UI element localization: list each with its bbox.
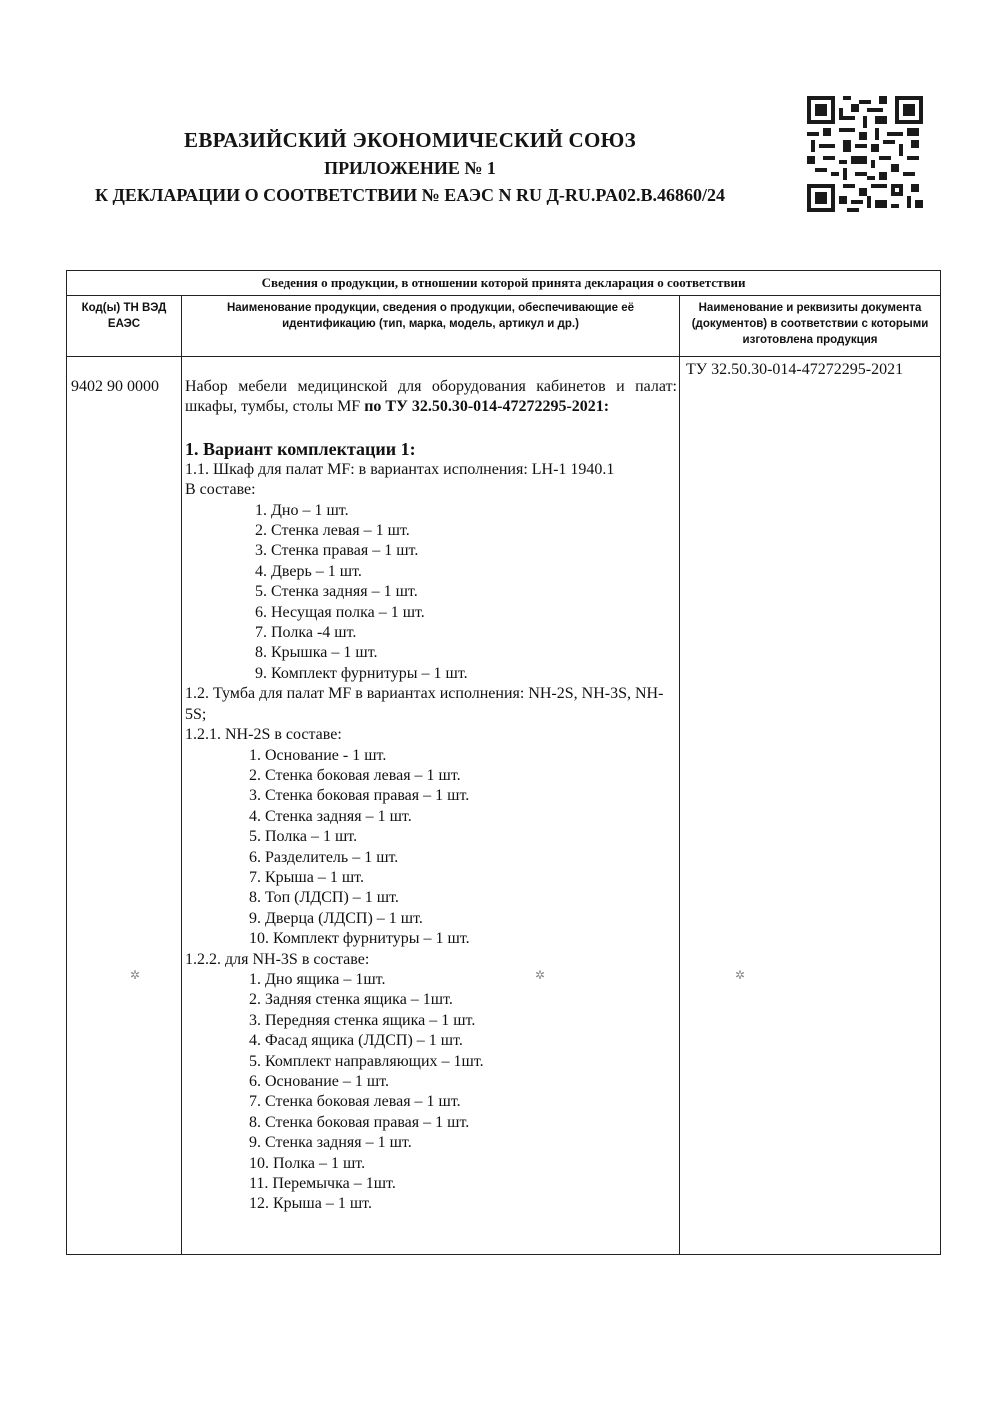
list-item: 4. Фасад ящика (ЛДСП) – 1 шт. [249, 1032, 463, 1050]
list-item: 8. Топ (ЛДСП) – 1 шт. [249, 889, 399, 907]
product-intro-spec: по ТУ 32.50.30-014-47272295-2021: [364, 398, 610, 416]
list-item: 3. Стенка боковая правая – 1 шт. [249, 787, 470, 805]
list-item: 2. Стенка левая – 1 шт. [255, 522, 410, 540]
section-1-1-heading: 1.1. Шкаф для палат MF: в вариантах исполнения: LH-1 1940.1 [185, 460, 615, 478]
list-item: 9. Стенка задняя – 1 шт. [249, 1134, 412, 1152]
list-item: 9. Комплект фурнитуры – 1 шт. [255, 664, 468, 682]
page-seal-mark-icon: ✲ [130, 968, 141, 982]
list-item: 10. Полка – 1 шт. [249, 1154, 366, 1172]
list-item: 7. Крыша – 1 шт. [249, 868, 364, 886]
list-item: 2. Стенка боковая левая – 1 шт. [249, 766, 461, 784]
list-item: 1. Дно – 1 шт. [255, 501, 349, 519]
page-seal-mark-icon: ✲ [535, 968, 546, 982]
variant-heading: 1. Вариант комплектации 1: [185, 438, 416, 459]
list-item: 3. Передняя стенка ящика – 1 шт. [249, 1011, 476, 1029]
product-description [182, 357, 680, 1255]
tn-ved-code: 9402 90 0000 [67, 357, 182, 1255]
list-item: 6. Несущая полка – 1 шт. [255, 603, 425, 621]
product-intro-text: Набор мебели медицинской для оборудования кабинетов и палат: шкафы, тумбы, столы MF [185, 378, 677, 416]
appendix-title: ПРИЛОЖЕНИЕ № 1 [324, 158, 496, 178]
list-item: 2. Задняя стенка ящика – 1шт. [249, 991, 453, 1009]
list-item: 10. Комплект фурнитуры – 1 шт. [249, 930, 470, 948]
section-1-2-2-heading: 1.2.2. для NH-3S в составе: [185, 950, 370, 968]
list-item: 5. Стенка задняя – 1 шт. [255, 583, 418, 601]
list-item: 7. Полка -4 шт. [255, 624, 357, 642]
declaration-reference: К ДЕКЛАРАЦИИ О СООТВЕТСТВИИ № ЕАЭС N RU Д-RU.PA02.B.46860/24 [94, 185, 726, 205]
standard-document: ТУ 32.50.30-014-47272295-2021 [680, 357, 941, 1255]
list-item: 4. Стенка задняя – 1 шт. [249, 807, 412, 825]
list-item: 6. Основание – 1 шт. [249, 1073, 389, 1090]
list-item: 5. Полка – 1 шт. [249, 828, 358, 846]
list-item: 1. Дно ящика – 1шт. [249, 970, 386, 988]
list-item: 8. Стенка боковая правая – 1 шт. [249, 1113, 470, 1131]
list-item: 1. Основание - 1 шт. [249, 746, 387, 764]
list-item: 11. Перемычка – 1шт. [249, 1175, 396, 1193]
product-intro [185, 377, 677, 418]
list-item: 6. Разделитель – 1 шт. [249, 848, 399, 866]
list-item: 5. Комплект направляющих – 1шт. [249, 1052, 484, 1070]
list-item: 3. Стенка правая – 1 шт. [255, 542, 419, 560]
section-1-2-heading: 1.2. Тумба для палат MF в вариантах исполнения: NH-2S, NH-3S, NH-5S; [185, 685, 664, 723]
table-caption: Сведения о продукции, в отношении которой принята декларация о соответствии [67, 271, 941, 296]
list-item: 8. Крышка – 1 шт. [255, 644, 378, 662]
column-header-product-name: Наименование продукции, сведения о продукции, обеспечивающие её идентификацию (тип, марка, модель, артикул и др.) [182, 296, 680, 357]
union-title: ЕВРАЗИЙСКИЙ ЭКОНОМИЧЕСКИЙ СОЮЗ [184, 128, 636, 152]
qr-code-icon [806, 96, 924, 212]
section-1-1-subheading: В составе: [185, 481, 256, 499]
column-header-code: Код(ы) ТН ВЭД ЕАЭС [67, 296, 182, 357]
column-header-document: Наименование и реквизиты документа (документов) в соответствии с которыми изготовлена продукция [680, 296, 941, 357]
product-info-table [66, 270, 941, 1255]
list-item: 4. Дверь – 1 шт. [255, 562, 362, 580]
list-item: 7. Стенка боковая левая – 1 шт. [249, 1093, 461, 1111]
section-1-2-1-heading: 1.2.1. NH-2S в составе: [185, 726, 342, 744]
list-item: 9. Дверца (ЛДСП) – 1 шт. [249, 909, 423, 927]
page-seal-mark-icon: ✲ [735, 968, 746, 982]
list-item: 12. Крыша – 1 шт. [249, 1195, 372, 1213]
